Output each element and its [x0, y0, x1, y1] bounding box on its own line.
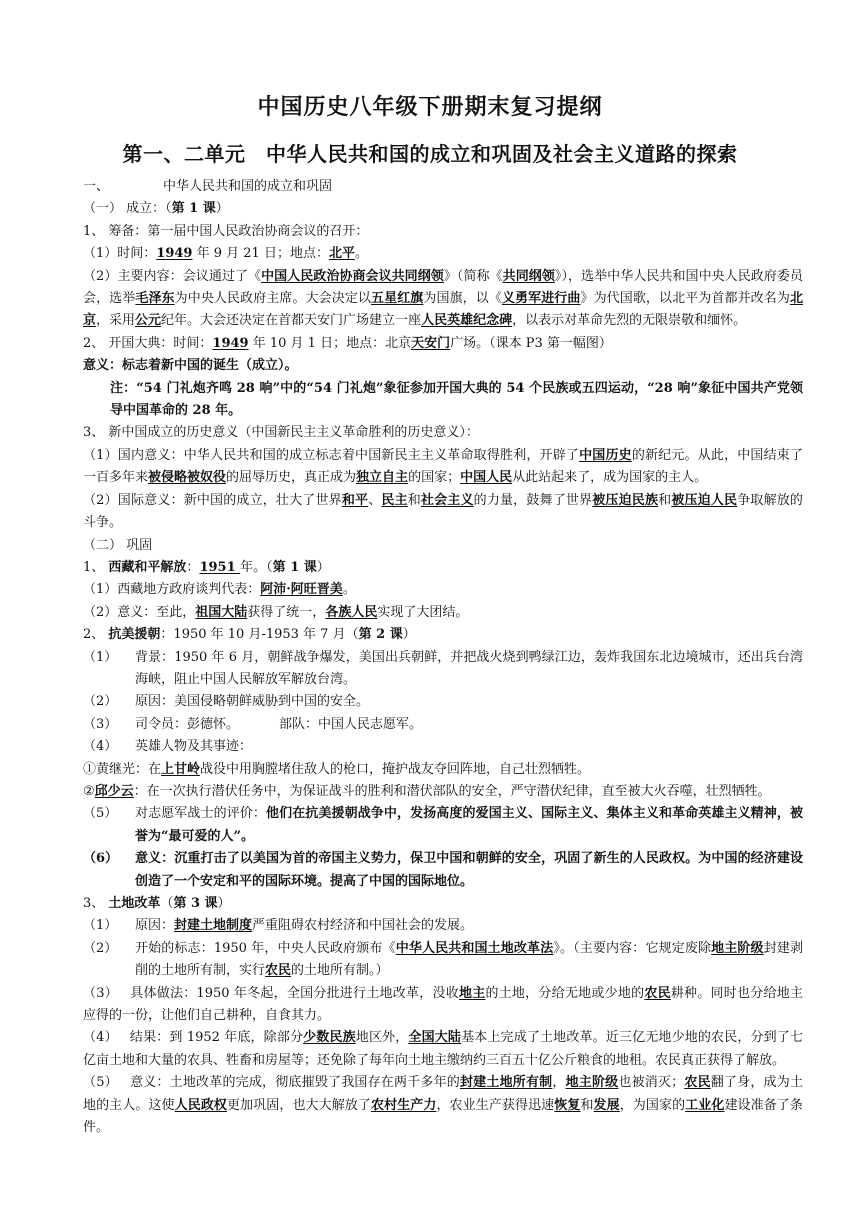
text-line: 3、 新中国成立的历史意义（中国新民主主义革命胜利的历史意义）：: [83, 425, 479, 441]
text-paragraph: （1）国内意义：中华人民共和国的成立标志着中国新民主主义革命取得胜利，开辟了中国历史的新纪元。从此，中国结束了一百多年来被侵略被奴役的屈辱历史，真正成为独立自主的国家；中国人民从此站起来了，成为国家的主人。: [83, 447, 803, 486]
text-paragraph: （4） 结果：到 1952 年底，除部分少数民族地区外，全国大陆基本上完成了土地改革。近三亿无地少地的农民，分到了七亿亩土地和大量的农具、牲畜和房屋等；还免除了每年向土地主缴纳约三百五十亿公斤粮食的地租。农民真正获得了解放。: [83, 1030, 803, 1068]
list-item: （2） 开始的标志：1950 年，中央人民政府颁布《中华人民共和国土地改革法》。（主要内容：它规定废除地主阶级封建剥削的土地所有制，实行农民的土地所有制。）: [83, 940, 803, 979]
list-item: （4） 英雄人物及其事迹：: [83, 739, 253, 755]
subsection-heading: （二） 巩固: [83, 537, 153, 553]
subsection-heading: （一） 成立：（第 1 课）: [83, 201, 229, 217]
text-line: 1、 筹备：第一届中国人民政治协商会议的召开：: [83, 223, 369, 239]
list-item: （2） 原因：美国侵略朝鲜威胁到中国的安全。: [83, 694, 370, 710]
text-line: 3、 土地改革（第 3 课）: [83, 896, 231, 911]
text-paragraph: （5） 意义：土地改革的完成，彻底摧毁了我国存在两千多年的封建土地所有制，地主阶级也被消灭；农民翻了身，成为土地的主人。这使人民政权更加巩固，也大大解放了农村生产力，农业生产获得迅速恢复和发展，为国家的工业化建设准备了条件。: [83, 1075, 803, 1136]
section-heading: [83, 176, 803, 198]
text-line: （1）西藏地方政府谈判代表：阿沛·阿旺晋美。: [83, 582, 356, 598]
list-item: （1） 原因：封建土地制度严重阻碍农村经济和中国社会的发展。: [83, 918, 474, 934]
text-line: 1、 西藏和平解放：1951 年。（第 1 课）: [83, 559, 330, 575]
text-paragraph: （2）主要内容：会议通过了《中国人民政治协商会议共同纲领》（简称《共同纲领》），选举中华人民共和国中央人民政府委员会，选举毛泽东为中央人民政府主席。大会决定以五星红旗为国旗，以《义勇军进行曲》为代国歌，以北平为首都并改名为北京，采用公元纪年。大会还决定在首都天安门广场建立一座人民英雄纪念碑，以表示对革命先烈的无限崇敬和缅怀。: [83, 268, 803, 329]
hero-line: ②邱少云：在一次执行潜伏任务中，为保证战斗的胜利和潜伏部队的安全，严守潜伏纪律，直至被大火吞噬，壮烈牺牲。: [83, 783, 771, 799]
text-line: 2、 抗美援朝：1950 年 10 月-1953 年 7 月（第 2 课）: [83, 627, 416, 643]
text-paragraph: （2）国际意义：新中国的成立，壮大了世界和平、民主和社会主义的力量，鼓舞了世界被压迫民族和被压迫人民争取解放的斗争。: [83, 492, 803, 531]
section-title: 中华人民共和国的成立和巩固: [163, 179, 333, 194]
document-body: [83, 176, 803, 1139]
list-item: （3） 司令员：彭德怀。 部队：中国人民志愿军。: [83, 716, 423, 732]
hero-line: ①黄继光：在上甘岭战役中用胸膛堵住敌人的枪口，掩护战友夺回阵地，自己壮烈牺牲。: [83, 761, 591, 777]
list-item: （6） 意义：沉重打击了以美国为首的帝国主义势力，保卫中国和朝鲜的安全，巩固了新生的人民政权。为中国的经济建设创造了一个安定和平的国际环境。提高了中国的国际地位。: [83, 851, 803, 889]
list-item: （1） 背景：1950 年 6 月，朝鲜战争爆发，美国出兵朝鲜，并把战火烧到鸭绿江边，轰炸我国东北边境城市，还出兵台湾海峡，阻止中国人民解放军解放台湾。: [83, 649, 803, 687]
significance-line: 意义：标志着新中国的诞生（成立）。: [83, 358, 298, 374]
text-paragraph: （3） 具体做法：1950 年冬起，全国分批进行土地改革，没收地主的土地，分给无地或少地的农民耕种。同时也分给地主应得的一份，让他们自己耕种，自食其力。: [83, 985, 803, 1024]
text-line: （1）时间：1949 年 9 月 21 日；地点：北平。: [83, 246, 368, 262]
list-item: （5） 对志愿军战士的评价：他们在抗美援朝战争中，发扬高度的爱国主义、国际主义、集体主义和革命英雄主义精神，被誉为“最可爱的人”。: [83, 806, 803, 844]
text-line: 2、 开国大典：时间：1949 年 10 月 1 日；地点：北京天安门广场。（课本 P3 第一幅图）: [83, 335, 612, 351]
document-title: 中国历史八年级下册期末复习提纲: [257, 95, 603, 120]
unit-heading: 第一、二单元 中华人民共和国的成立和巩固及社会主义道路的探索: [122, 142, 738, 166]
note-paragraph: 注：“54 门礼炮齐鸣 28 响”中的“54 门礼炮”象征参加开国大典的 54 个民族或五四运动，“28 响”象征中国共产党领导中国革命的 28 年。: [110, 380, 803, 419]
section-number: 一、: [83, 179, 110, 194]
text-line: （2）意义：至此，祖国大陆获得了统一，各族人民实现了大团结。: [83, 604, 469, 620]
